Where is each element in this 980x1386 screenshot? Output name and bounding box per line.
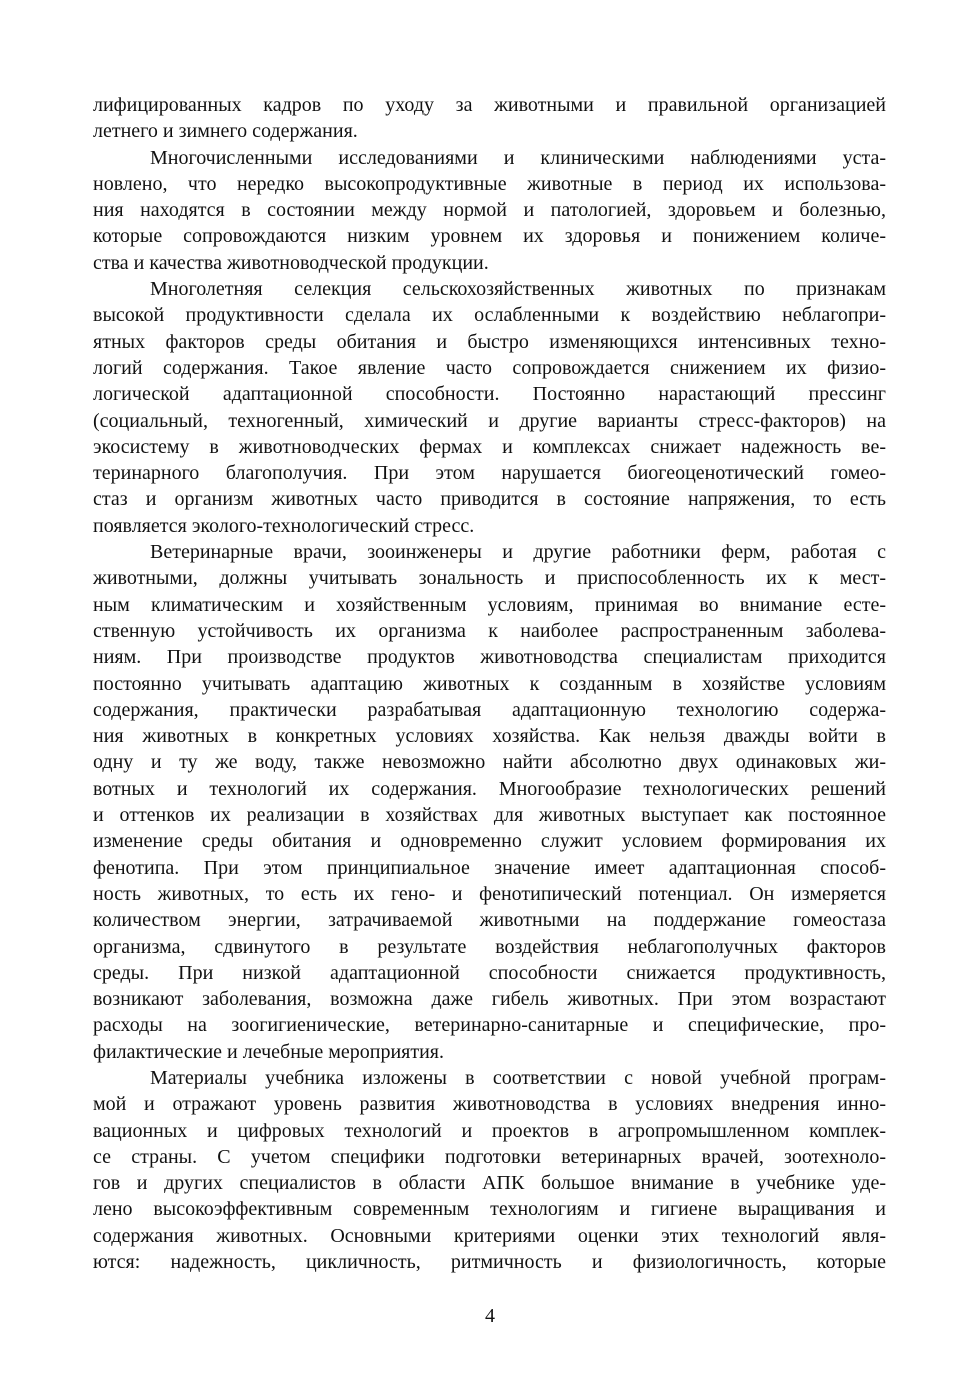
text-line: логической адаптационной способности. Постоянно нарастающий прессинг — [93, 383, 886, 406]
text-line: логий содержания. Такое явление часто сопровождается снижением их физио- — [93, 356, 886, 379]
text-line: появляется эколого-технологический стресс. — [93, 514, 475, 537]
text-line: ственную устойчивость их организма к наиболее распространенным заболева- — [93, 619, 886, 642]
text-line: ются: надежность, цикличность, ритмичность и физиологичность, которые — [93, 1251, 886, 1274]
text-line: организма, сдвинутого в результате воздействия неблагополучных факторов — [93, 935, 886, 958]
text-line: лено высокоэффективным современным технологиям и гигиене выращивания и — [93, 1198, 886, 1221]
page-body — [93, 92, 886, 1275]
paragraph-2 — [93, 145, 886, 276]
paragraph-4 — [93, 539, 886, 1065]
text-line: мой и отражают уровень развития животноводства в условиях внедрения инно- — [93, 1093, 886, 1116]
text-line: экосистему в животноводческих фермах и комплексах снижает надежность ве- — [93, 435, 886, 458]
text-line: которые сопровождаются низким уровнем их здоровья и понижением количе- — [93, 225, 886, 248]
text-line: лифицированных кадров по уходу за животными и правильной организацией — [93, 94, 886, 116]
text-line: вотных и технологий их содержания. Многообразие технологических решений — [93, 777, 886, 800]
text-line: теринарного благополучия. При этом нарушается биогеоценотический гомео- — [93, 462, 886, 485]
text-line: летнего и зимнего содержания. — [93, 120, 358, 143]
text-line: вационных и цифровых технологий и проектов в агропромышленном комплек- — [93, 1119, 886, 1142]
text-line: содержания, практически разрабатывая адаптационную технологию содержа- — [93, 698, 886, 721]
text-line: гов и других специалистов в области АПК большое внимание в учебнике уде- — [93, 1172, 886, 1195]
page-number: 4 — [485, 1305, 495, 1327]
text-line: филактические и лечебные мероприятия. — [93, 1040, 444, 1063]
text-line: возникают заболевания, возможна даже гибель животных. При этом возрастают — [93, 988, 886, 1011]
text-line: и оттенков их реализации в хозяйствах для животных выступает как постоянное — [93, 804, 886, 827]
text-line: среды. При низкой адаптационной способности снижается продуктивность, — [93, 961, 886, 984]
text-line: стаз и организм животных часто приводится в состояние напряжения, то есть — [93, 488, 886, 511]
text-line: ниям. При производстве продуктов животноводства специалистам приходится — [93, 646, 886, 669]
text-line: расходы на зоогигиенические, ветеринарно-санитарные и специфические, про- — [93, 1014, 886, 1037]
paragraph-1-continuation — [93, 92, 886, 145]
text-line: (социальный, техногенный, химический и другие варианты стресс-факторов) на — [93, 409, 886, 432]
text-line: новлено, что нередко высокопродуктивные животные в период их использова- — [93, 172, 886, 195]
text-line: ятных факторов среды обитания и быстро изменяющихся интенсивных техно- — [93, 330, 886, 353]
paragraph-5 — [93, 1065, 886, 1275]
text-line: се страны. С учетом специфики подготовки ветеринарных врачей, зоотехноло- — [93, 1145, 886, 1168]
text-line: изменение среды обитания и одновременно служит условием формирования их — [93, 830, 886, 853]
text-line: постоянно учитывать адаптацию животных к созданным в хозяйстве условиям — [93, 672, 886, 695]
text-line: высокой продуктивности сделала их ослабленными к воздействию неблагопри- — [93, 304, 886, 327]
text-line: Многочисленными исследованиями и клиническими наблюдениями уста- — [150, 146, 886, 169]
text-line: содержания животных. Основными критериями оценки этих технологий явля- — [93, 1224, 886, 1247]
text-line: Ветеринарные врачи, зооинженеры и другие работники ферм, работая с — [150, 541, 886, 564]
text-line: ность животных, то есть их гено- и фенотипический потенциал. Он измеряется — [93, 882, 886, 905]
text-line: одну и ту же воду, также невозможно найти абсолютно двух одинаковых жи- — [93, 751, 886, 774]
text-line: ния находятся в состоянии между нормой и патологией, здоровьем и болезнью, — [93, 199, 886, 222]
text-line: Материалы учебника изложены в соответствии с новой учебной програм- — [150, 1066, 886, 1089]
text-line: ства и качества животноводческой продукции. — [93, 251, 489, 274]
text-line: животными, должны учитывать зональность и приспособленность их к мест- — [93, 567, 886, 590]
text-line: ния животных в конкретных условиях хозяйства. Как нельзя дважды войти в — [93, 725, 886, 748]
paragraph-3 — [93, 276, 886, 539]
text-line: количеством энергии, затрачиваемой животными на поддержание гомеостаза — [93, 909, 886, 932]
text-line: фенотипа. При этом принципиальное значение имеет адаптационная способ- — [93, 856, 886, 879]
text-line: ным климатическим и хозяйственным условиям, принимая во внимание есте- — [93, 593, 886, 616]
text-line: Многолетняя селекция сельскохозяйственных животных по признакам — [150, 278, 886, 301]
